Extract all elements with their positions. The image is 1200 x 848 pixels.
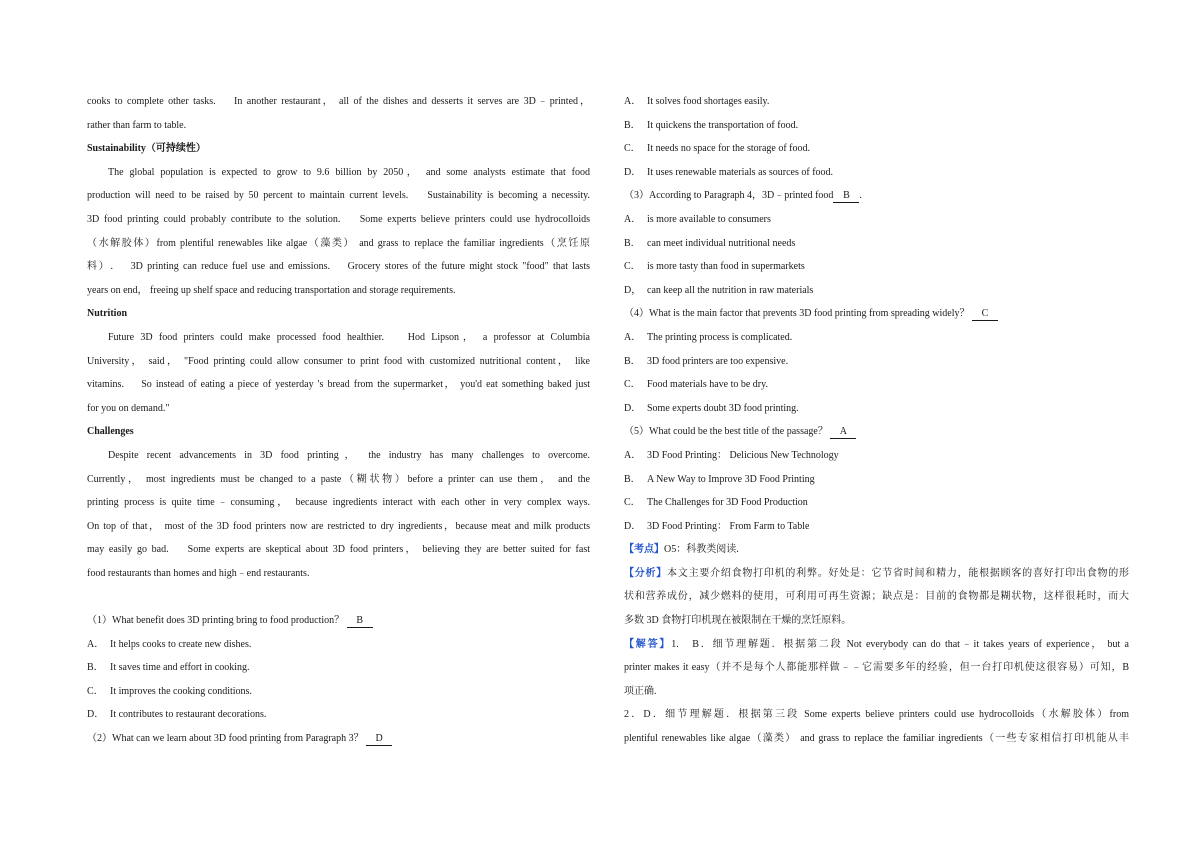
option (87, 633, 590, 657)
option (624, 114, 1129, 138)
passage-line: may easily go bad. Some experts are skeptical about 3D food printers， believing they are better suited for fast (87, 544, 590, 556)
option-letter: C． (624, 143, 641, 155)
jieda-line (624, 633, 1129, 657)
option (87, 703, 590, 727)
option (624, 279, 1129, 303)
passage-line: production will need to be raised by 50 percent to maintain current levels. Sustainability is becoming a necessity. (87, 190, 590, 202)
question-3-stem (624, 184, 1129, 208)
option (624, 350, 1129, 374)
passage-line: rather than farm to table. (87, 119, 187, 131)
option-text: It saves time and effort in cooking. (110, 662, 250, 674)
option-text: Some experts doubt 3D food printing. (647, 402, 799, 414)
option (624, 90, 1129, 114)
option-text: It quickens the transportation of food. (647, 119, 799, 131)
option-letter: D． (624, 520, 642, 532)
question-tail: . (859, 190, 862, 202)
option-letter: C． (87, 685, 104, 697)
option-letter: A． (624, 449, 642, 461)
option (624, 137, 1129, 161)
jieda-tag: 【解答】 (624, 638, 672, 650)
option (624, 491, 1129, 515)
option-letter: B． (624, 473, 641, 485)
passage-line: Currently， most ingredients must be changed to a paste（糊状物）before a printer can use them， and the (87, 473, 590, 485)
option-text: The Challenges for 3D Food Production (647, 497, 808, 509)
option (87, 656, 590, 680)
option-text: It improves the cooking conditions. (110, 685, 252, 697)
option-text: The printing process is complicated. (647, 331, 793, 343)
answer-blank: D (366, 733, 392, 746)
option-text: A New Way to Improve 3D Food Printing (647, 473, 815, 485)
question-1-stem (87, 609, 590, 633)
question-2-stem (87, 727, 590, 751)
passage-line: Future 3D food printers could make processed food healthier. Hod Lipson， a professor at Columbia (108, 331, 590, 343)
option-letter: C． (624, 261, 641, 273)
option (624, 515, 1129, 539)
passage-line: 料）. 3D printing can reduce fuel use and emissions. Grocery stores of the future might stock "food" that lasts (87, 261, 590, 273)
passage-line: cooks to complete other tasks. In another restaurant， all of the dishes and desserts it serves are 3D﹣printed， (87, 96, 590, 107)
question-text: （2）What can we learn about 3D food printing from Paragraph 3？ (87, 733, 364, 745)
jieda-line: plentiful renewables like algae（藻类） and grass to replace the familiar ingredients（一些专家相信打印机能从丰 (624, 733, 1129, 745)
option-letter: B． (624, 119, 641, 131)
option-text: 3D food printers are too expensive. (647, 355, 789, 367)
fenxi-text: 本文主要介绍食物打印机的利弊。好处是：它节省时间和精力，能根据顾客的喜好打印出食物的形 (667, 567, 1129, 579)
option-text: It needs no space for the storage of food. (647, 143, 810, 155)
section-heading-nutrition: Nutrition (87, 308, 127, 320)
passage-line: The global population is expected to grow to 9.6 billion by 2050， and some analysts estimate that food (108, 166, 590, 178)
option-letter: A． (624, 96, 642, 107)
option (624, 208, 1129, 232)
option (624, 255, 1129, 279)
passage-line: On top of that， most of the 3D food printers now are restricted to dry ingredients，because meat and milk products (87, 520, 590, 532)
answer-blank: C (972, 308, 998, 321)
passage-line: printing process is quite time﹣consuming， because ingredients interact with each other in very complex ways. (87, 497, 590, 509)
option-text: is more tasty than food in supermarkets (647, 261, 805, 273)
jieda-line: printer makes it easy（并不是每个人都能那样做﹣﹣它需要多年的经验，但一台打印机使这很容易）可知，B (624, 662, 1129, 674)
option-letter: A． (87, 638, 105, 650)
answer-blank: B (347, 615, 373, 628)
option-letter: D， (624, 284, 642, 296)
option-text: It contributes to restaurant decorations. (110, 709, 267, 721)
question-text: （1）What benefit does 3D printing bring to food production？ (87, 615, 345, 627)
option-text: It uses renewable materials as sources of food. (647, 166, 834, 178)
option-letter: B． (87, 662, 104, 674)
option-letter: A． (624, 213, 642, 225)
option-letter: D． (624, 402, 642, 414)
jieda-line: 2．D．细节理解题．根据第三段 Some experts believe printers could use hydrocolloids（水解胶体）from (624, 709, 1129, 721)
option-letter: D． (87, 709, 105, 721)
question-text: （3）According to Paragraph 4，3D﹣printed food (624, 190, 834, 202)
question-text: （5）What could be the best title of the passage？ (624, 426, 828, 438)
answer-blank: A (830, 426, 856, 439)
question-5-stem (624, 420, 1129, 444)
kaodian-line (624, 538, 1129, 562)
option (624, 232, 1129, 256)
passage-line: （水解胶体）from plentiful renewables like algae（藻类） and grass to replace the familiar ingredients（烹饪原 (87, 237, 590, 249)
passage-line: years on end， freeing up shelf space and reducing transportation and storage requirements. (87, 284, 456, 296)
left-column (87, 90, 590, 751)
option-text: It solves food shortages easily. (647, 96, 770, 107)
passage-line: 3D food printing could probably contribute to the solution. Some experts believe printers could use hydrocolloids (87, 213, 590, 225)
kaodian-text: O5：科教类阅读. (664, 544, 739, 556)
option-letter: B． (624, 237, 641, 249)
fenxi-tag: 【分析】 (624, 567, 668, 579)
passage-line: Despite recent advancements in 3D food printing， the industry has many challenges to overcome. (108, 449, 590, 461)
option-letter: C． (624, 379, 641, 391)
option (87, 680, 590, 704)
kaodian-tag: 【考点】 (624, 544, 664, 556)
option-letter: C． (624, 497, 641, 509)
question-4-stem (624, 302, 1129, 326)
option-text: can meet individual nutritional needs (647, 237, 796, 249)
jieda-text: 1. B．细节理解题．根据第二段 Not everybody can do that﹣it takes years of experience， but a (671, 638, 1129, 650)
section-heading-challenges: Challenges (87, 426, 134, 438)
option (624, 444, 1129, 468)
option-text: Food materials have to be dry. (647, 379, 768, 391)
right-column (624, 90, 1129, 751)
option-text: can keep all the nutrition in raw materials (647, 284, 814, 296)
section-heading-sustainability: Sustainability（可持续性） (87, 143, 206, 155)
option-letter: A． (624, 331, 642, 343)
jieda-line: 项正确. (624, 685, 657, 697)
option (624, 373, 1129, 397)
option-text: is more available to consumers (647, 213, 771, 225)
option-letter: D． (624, 166, 642, 178)
spacer (87, 585, 590, 609)
option-text: 3D Food Printing： Delicious New Technology (647, 449, 839, 461)
question-text: （4）What is the main factor that prevents 3D food printing from spreading widely？ (624, 308, 970, 320)
fenxi-line: 状和营养成份，减少燃料的使用，可利用可再生资源；缺点是：目前的食物都是糊状物，这样很耗时，而大 (624, 591, 1129, 603)
option (624, 161, 1129, 185)
option-text: It helps cooks to create new dishes. (110, 638, 252, 650)
fenxi-line: 多数 3D 食物打印机现在被限制在干燥的烹饪原料。 (624, 615, 852, 627)
answer-blank: B (833, 190, 859, 203)
passage-line: for you on demand." (87, 402, 170, 414)
option (624, 468, 1129, 492)
passage-line: food restaurants than homes and high﹣end restaurants. (87, 567, 310, 579)
fenxi-line (624, 562, 1129, 586)
passage-line: vitamins. So instead of eating a piece of yesterday 's bread from the supermarket， you'd eat something baked just (87, 379, 590, 391)
option-letter: B． (624, 355, 641, 367)
option-text: 3D Food Printing： From Farm to Table (647, 520, 810, 532)
option (624, 397, 1129, 421)
option (624, 326, 1129, 350)
passage-line: University， said， "Food printing could allow consumer to print food with customized nutritional content， like (87, 355, 590, 367)
